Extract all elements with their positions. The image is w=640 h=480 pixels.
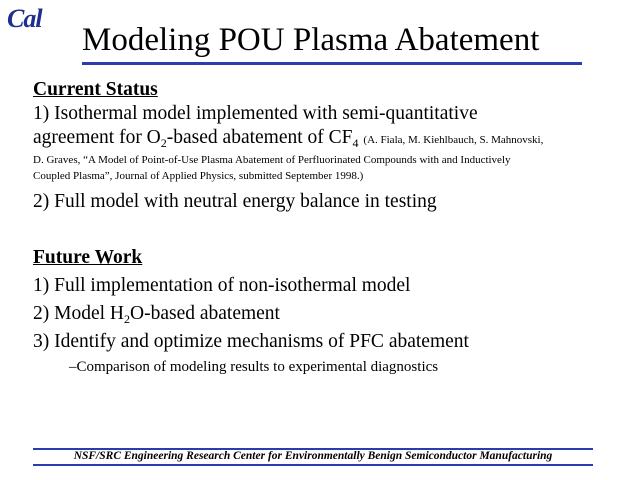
item-1-text-a: agreement for O [33, 127, 161, 148]
subscript-o2: 2 [160, 136, 167, 150]
item-1-text-b: -based abatement of CF [166, 127, 353, 148]
future-work-item-1: 1) Full implementation of non-isothermal model [33, 275, 411, 296]
future-work-item-3: 3) Identify and optimize mechanisms of PFC abatement [33, 331, 469, 352]
citation-part-2: D. Graves, “A Model of Point-of-Use Plasma Abatement of Perfluorinated Compounds with and Inductively [33, 154, 511, 166]
slide-content [33, 78, 613, 378]
footer-rule-bottom [33, 464, 593, 466]
current-status-heading: Current Status [33, 79, 158, 100]
footer-text: NSF/SRC Engineering Research Center for Environmentally Benign Semiconductor Manufacturing [73, 450, 553, 462]
current-status-item-1-line-1: 1) Isothermal model implemented with semi-quantitative [33, 103, 478, 124]
subscript-h2o: 2 [124, 312, 130, 326]
future-work-item-2 [33, 302, 613, 326]
future-work-subitem: –Comparison of modeling results to experimental diagnostics [69, 359, 439, 375]
cal-logo: Cal [7, 4, 42, 33]
item-2-text-b: O-based abatement [130, 303, 280, 324]
citation-part-1: (A. Fiala, M. Kiehlbauch, S. Mahnovski, [363, 134, 544, 146]
subscript-cf4: 4 [352, 136, 359, 150]
title-underline [82, 62, 582, 65]
item-2-text-a: 2) Model H [33, 303, 124, 324]
section-spacer [33, 214, 613, 240]
citation-part-3: Coupled Plasma”, Journal of Applied Physics, submitted September 1998.) [33, 170, 364, 182]
future-work-heading: Future Work [33, 247, 143, 268]
current-status-item-2: 2) Full model with neutral energy balance in testing [33, 191, 437, 212]
current-status-item-1-line-2 [33, 126, 613, 152]
slide-title: Modeling POU Plasma Abatement [82, 22, 540, 58]
